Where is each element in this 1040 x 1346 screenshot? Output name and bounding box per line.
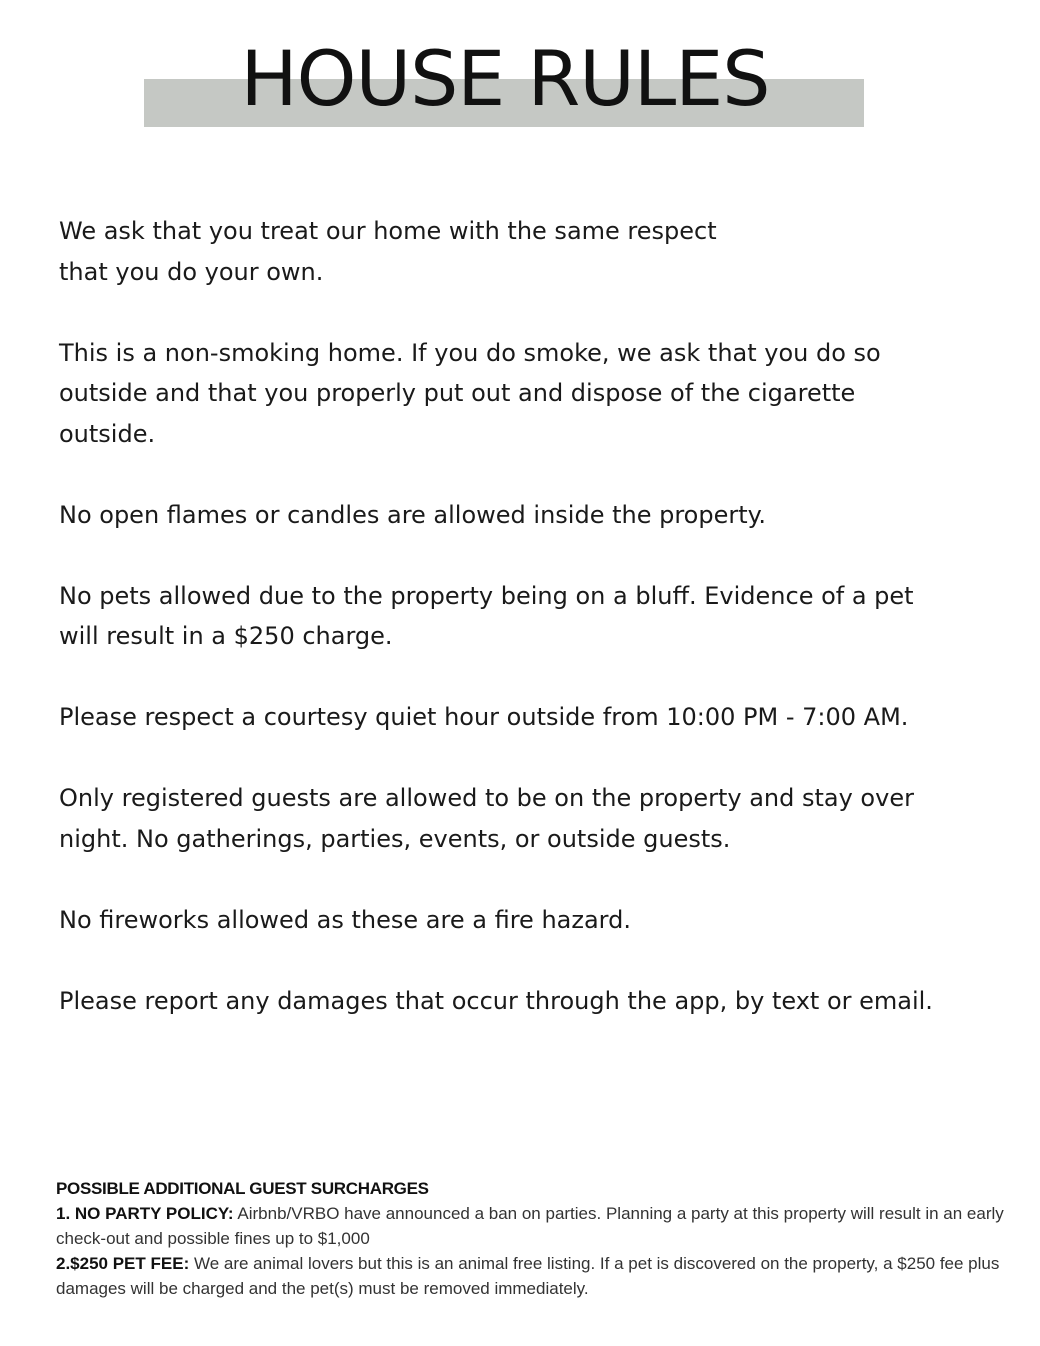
surcharges-section <box>56 1176 1006 1301</box>
rule-non-smoking: This is a non-smoking home. If you do smoke, we ask that you do so outside and that you properly put out and dispose of the cigarette outside. <box>59 338 881 448</box>
surcharge-item-pet <box>56 1251 1006 1301</box>
rule-respect: We ask that you treat our home with the same respect that you do your own. <box>59 217 717 286</box>
surcharges-heading: POSSIBLE ADDITIONAL GUEST SURCHARGES <box>56 1179 429 1198</box>
rule-report-damages: Please report any damages that occur through the app, by text or email. <box>59 986 933 1015</box>
rule-quiet-hours: Please respect a courtesy quiet hour outside from 10:00 PM - 7:00 AM. <box>59 703 909 731</box>
rule-no-flames: No open flames or candles are allowed inside the property. <box>59 500 767 529</box>
title-block <box>0 0 1040 140</box>
surcharge-label-party: 1. NO PARTY POLICY: <box>56 1204 234 1223</box>
surcharge-text-party: Airbnb/VRBO have announced a ban on parties. Planning a party at this property will result in an early check-out and possible fines up to $1,000 <box>56 1204 1004 1248</box>
rule-no-fireworks: No fireworks allowed as these are a fire hazard. <box>59 905 631 934</box>
page-title: HOUSE RULES <box>240 34 770 123</box>
surcharge-item-party <box>56 1201 1006 1251</box>
rules-list <box>59 211 999 1062</box>
surcharge-text-pet: We are animal lovers but this is an animal free listing. If a pet is discovered on the property, a $250 fee plus damages will be charged and the pet(s) must be removed immediately. <box>56 1254 1000 1298</box>
rule-no-pets: No pets allowed due to the property being on a bluff. Evidence of a pet will result in a $250 charge. <box>59 581 914 650</box>
rule-registered-guests: Only registered guests are allowed to be on the property and stay over night. No gatherings, parties, events, or outside guests. <box>59 784 914 853</box>
surcharge-label-pet: 2.$250 PET FEE: <box>56 1254 190 1273</box>
